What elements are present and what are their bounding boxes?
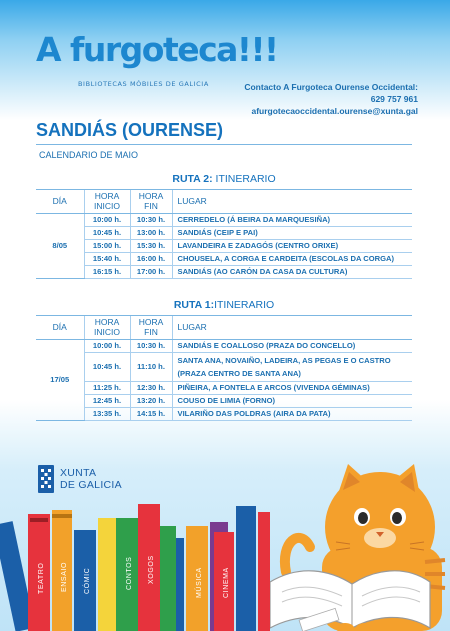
header-end: HORA FIN bbox=[130, 316, 172, 340]
end-cell: 16:00 h. bbox=[130, 253, 172, 266]
start-cell: 15:00 h. bbox=[84, 240, 130, 253]
place-cell: CHOUSELA, A CORGA E CARDEITA (ESCOLAS DA CORGA) bbox=[172, 253, 412, 266]
table-row bbox=[36, 340, 412, 353]
book-spines bbox=[0, 504, 270, 631]
end-cell: 15:30 h. bbox=[130, 240, 172, 253]
contact-email: afurgotecaoccidental.ourense@xunta.gal bbox=[251, 106, 418, 116]
route-2-suffix: ITINERARIO bbox=[212, 173, 276, 185]
end-cell: 10:30 h. bbox=[130, 340, 172, 353]
header-place: LUGAR bbox=[172, 190, 412, 214]
day-cell: 8/05 bbox=[36, 214, 84, 279]
place-title: SANDIÁS (OURENSE) bbox=[36, 120, 224, 140]
start-cell: 10:00 h. bbox=[84, 340, 130, 353]
book-label-xogos: XOGOS bbox=[148, 555, 155, 584]
start-cell: 16:15 h. bbox=[84, 266, 130, 279]
end-cell: 13:20 h. bbox=[130, 395, 172, 408]
start-cell: 10:00 h. bbox=[84, 214, 130, 227]
route-1-title bbox=[36, 299, 412, 311]
app-title: A furgoteca!!! bbox=[36, 30, 278, 69]
subtitle: BIBLIOTECAS MÓBILES DE GALICIA bbox=[78, 80, 209, 88]
end-cell: 10:30 h. bbox=[130, 214, 172, 227]
table-row bbox=[36, 227, 412, 240]
book-label-teatro: TEATRO bbox=[38, 562, 45, 594]
book-label-comic: CÓMIC bbox=[84, 567, 91, 594]
book-label-musica: MÚSICA bbox=[196, 567, 203, 598]
route-1-suffix: ITINERARIO bbox=[214, 299, 275, 311]
contact-phone: 629 757 961 bbox=[370, 94, 418, 104]
place-cell: LAVANDEIRA E ZADAGÓS (CENTRO ORIXE) bbox=[172, 240, 412, 253]
table-row bbox=[36, 266, 412, 279]
place-cell: SANDIÁS (CEIP E PAI) bbox=[172, 227, 412, 240]
table-row bbox=[36, 353, 412, 382]
end-cell: 14:15 h. bbox=[130, 408, 172, 421]
place-cell: VILARIÑO DAS POLDRAS (AIRA DA PATA) bbox=[172, 408, 412, 421]
header-day: DÍA bbox=[36, 190, 84, 214]
table-row bbox=[36, 214, 412, 227]
place-cell: COUSO DE LIMIA (FORNO) bbox=[172, 395, 412, 408]
start-cell: 12:45 h. bbox=[84, 395, 130, 408]
header-day: DÍA bbox=[36, 316, 84, 340]
books-and-cat-illustration bbox=[0, 452, 450, 631]
book-label-contos: CONTOS bbox=[126, 556, 133, 590]
logo-line-2: DE GALICIA bbox=[60, 479, 122, 491]
header-start: HORA INICIO bbox=[84, 316, 130, 340]
header-end: HORA FIN bbox=[130, 190, 172, 214]
route-2-table bbox=[36, 189, 412, 279]
table-row bbox=[36, 395, 412, 408]
place-cell: PIÑEIRA, A FONTELA E ARCOS (VIVENDA GÉMINAS) bbox=[172, 382, 412, 395]
header-place: LUGAR bbox=[172, 316, 412, 340]
book-label-ensaio: ENSAIO bbox=[61, 561, 68, 592]
header-start: HORA INICIO bbox=[84, 190, 130, 214]
place-cell: SANDIÁS E COALLOSO (PRAZA DO CONCELLO) bbox=[172, 340, 412, 353]
start-cell: 13:35 h. bbox=[84, 408, 130, 421]
table-header-row bbox=[36, 316, 412, 340]
table-row bbox=[36, 240, 412, 253]
book-label-cinema: CINEMA bbox=[223, 567, 230, 598]
route-1-label: RUTA 1: bbox=[173, 299, 215, 311]
day-cell: 17/05 bbox=[36, 340, 84, 421]
end-cell: 17:00 h. bbox=[130, 266, 172, 279]
calendar-label: CALENDARIO DE MAIO bbox=[39, 150, 139, 160]
table-row bbox=[36, 382, 412, 395]
table-row bbox=[36, 408, 412, 421]
start-cell: 11:25 h. bbox=[84, 382, 130, 395]
route-2-label: RUTA 2: bbox=[172, 173, 213, 185]
end-cell: 11:10 h. bbox=[130, 353, 172, 382]
end-cell: 13:00 h. bbox=[130, 227, 172, 240]
table-header-row bbox=[36, 190, 412, 214]
logo-line-1: XUNTA bbox=[60, 467, 97, 479]
place-cell: CERREDELO (Á BEIRA DA MARQUESIÑA) bbox=[172, 214, 412, 227]
route-1-table bbox=[36, 315, 412, 421]
route-2-title bbox=[36, 173, 412, 185]
contact-block bbox=[244, 81, 418, 117]
place-cell: SANDIÁS (AO CARÓN DA CASA DA CULTURA) bbox=[172, 266, 412, 279]
end-cell: 12:30 h. bbox=[130, 382, 172, 395]
table-row bbox=[36, 253, 412, 266]
start-cell: 10:45 h. bbox=[84, 353, 130, 382]
start-cell: 10:45 h. bbox=[84, 227, 130, 240]
divider bbox=[36, 144, 412, 145]
start-cell: 15:40 h. bbox=[84, 253, 130, 266]
contact-title: Contacto A Furgoteca Ourense Occidental: bbox=[244, 82, 418, 92]
place-cell: SANTA ANA, NOVAIÑO, LADEIRA, AS PEGAS E O CASTRO (PRAZA CENTRO DE SANTA ANA) bbox=[172, 353, 412, 382]
